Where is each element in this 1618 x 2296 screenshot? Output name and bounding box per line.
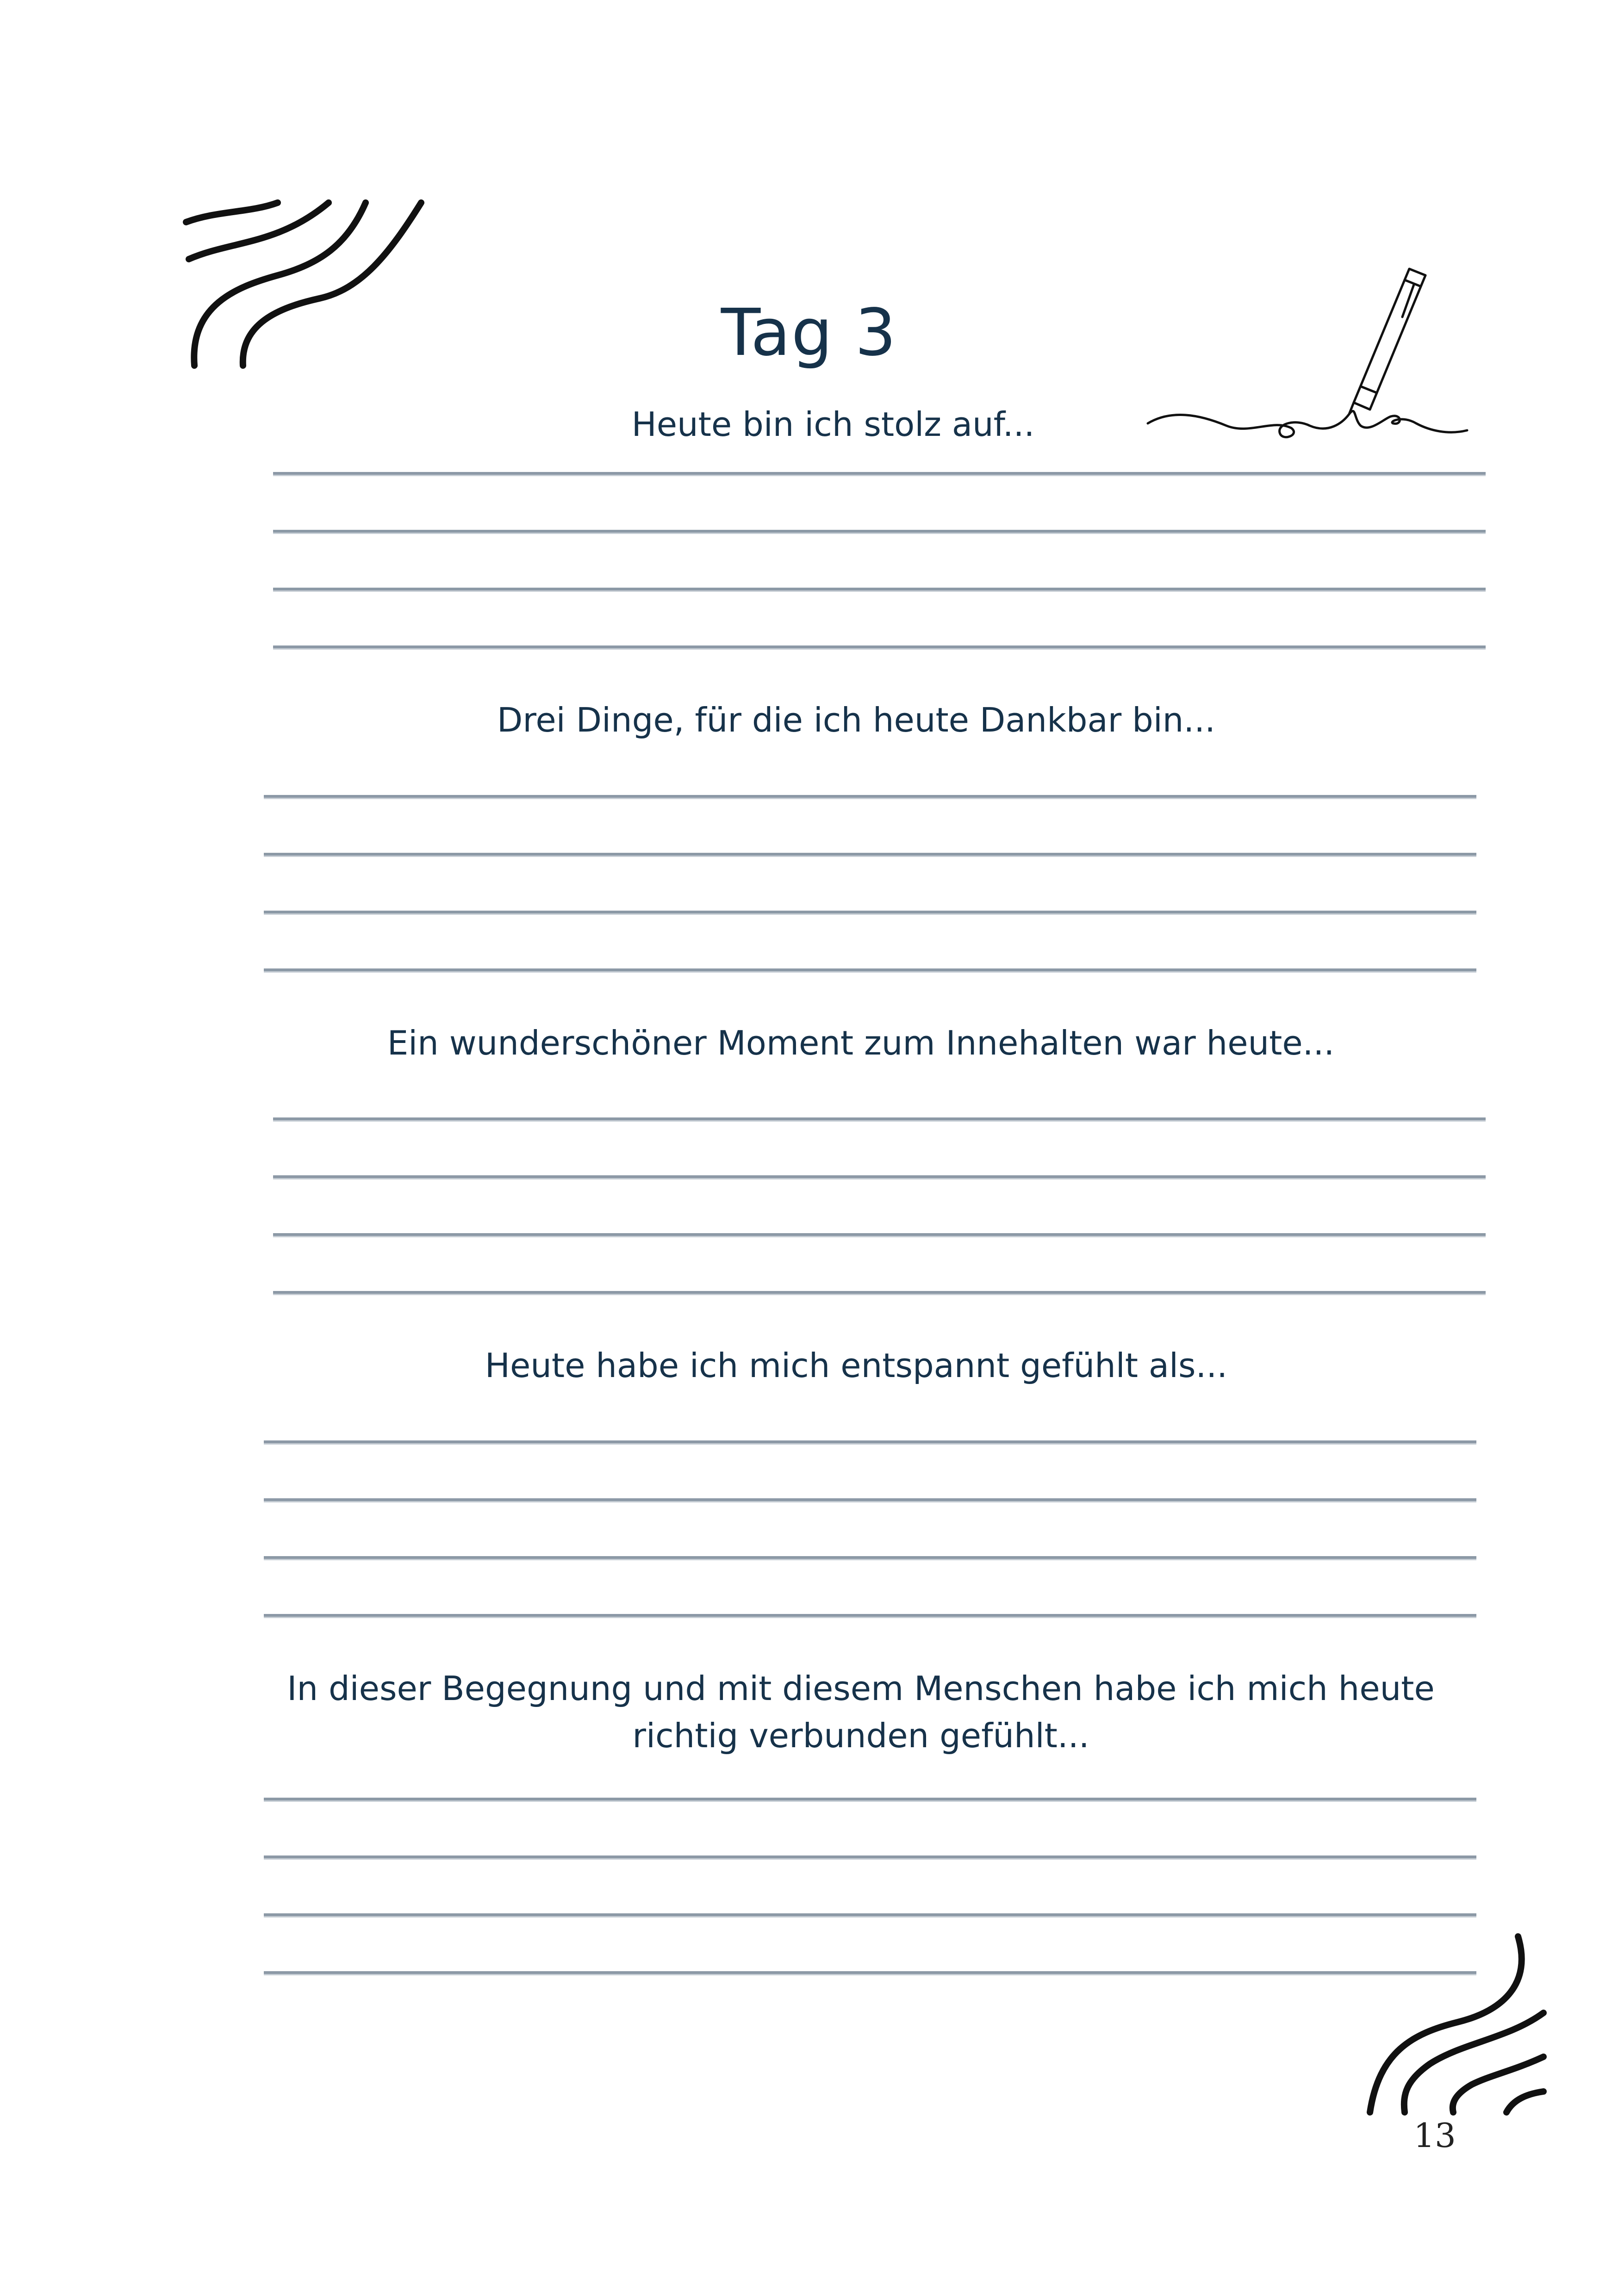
writing-line[interactable] [273, 1291, 1486, 1295]
wave-lines-icon [1361, 1932, 1555, 2117]
writing-line[interactable] [264, 1556, 1476, 1560]
writing-line[interactable] [264, 795, 1476, 799]
page-title: Tag 3 [721, 295, 897, 371]
prompt-relaxed: Heute habe ich mich entspannt gefühlt als... [485, 1346, 1228, 1385]
pen-signature-icon [1143, 266, 1476, 451]
writing-line[interactable] [264, 1440, 1476, 1445]
writing-line[interactable] [264, 853, 1476, 857]
writing-line[interactable] [273, 588, 1486, 592]
writing-line[interactable] [264, 1798, 1476, 1802]
page-number: 13 [1413, 2116, 1456, 2155]
prompt-grateful: Drei Dinge, für die ich heute Dankbar bin... [497, 701, 1216, 739]
writing-line[interactable] [264, 968, 1476, 973]
writing-line[interactable] [264, 911, 1476, 915]
writing-line[interactable] [273, 1175, 1486, 1179]
writing-line[interactable] [273, 530, 1486, 534]
writing-line[interactable] [264, 1498, 1476, 1502]
writing-line[interactable] [264, 1913, 1476, 1917]
prompt-moment: Ein wunderschöner Moment zum Innehalten war heute... [387, 1024, 1335, 1062]
writing-line[interactable] [264, 1971, 1476, 1975]
prompt-connected: In dieser Begegnung und mit diesem Menschen habe ich mich heute richtig verbunden gefühlt... [287, 1669, 1435, 1755]
writing-line[interactable] [273, 1117, 1486, 1122]
writing-line[interactable] [273, 1233, 1486, 1237]
writing-line[interactable] [273, 472, 1486, 476]
writing-line[interactable] [264, 1855, 1476, 1860]
writing-line[interactable] [264, 1614, 1476, 1618]
writing-line[interactable] [273, 645, 1486, 650]
prompt-proud: Heute bin ich stolz auf... [631, 405, 1035, 444]
